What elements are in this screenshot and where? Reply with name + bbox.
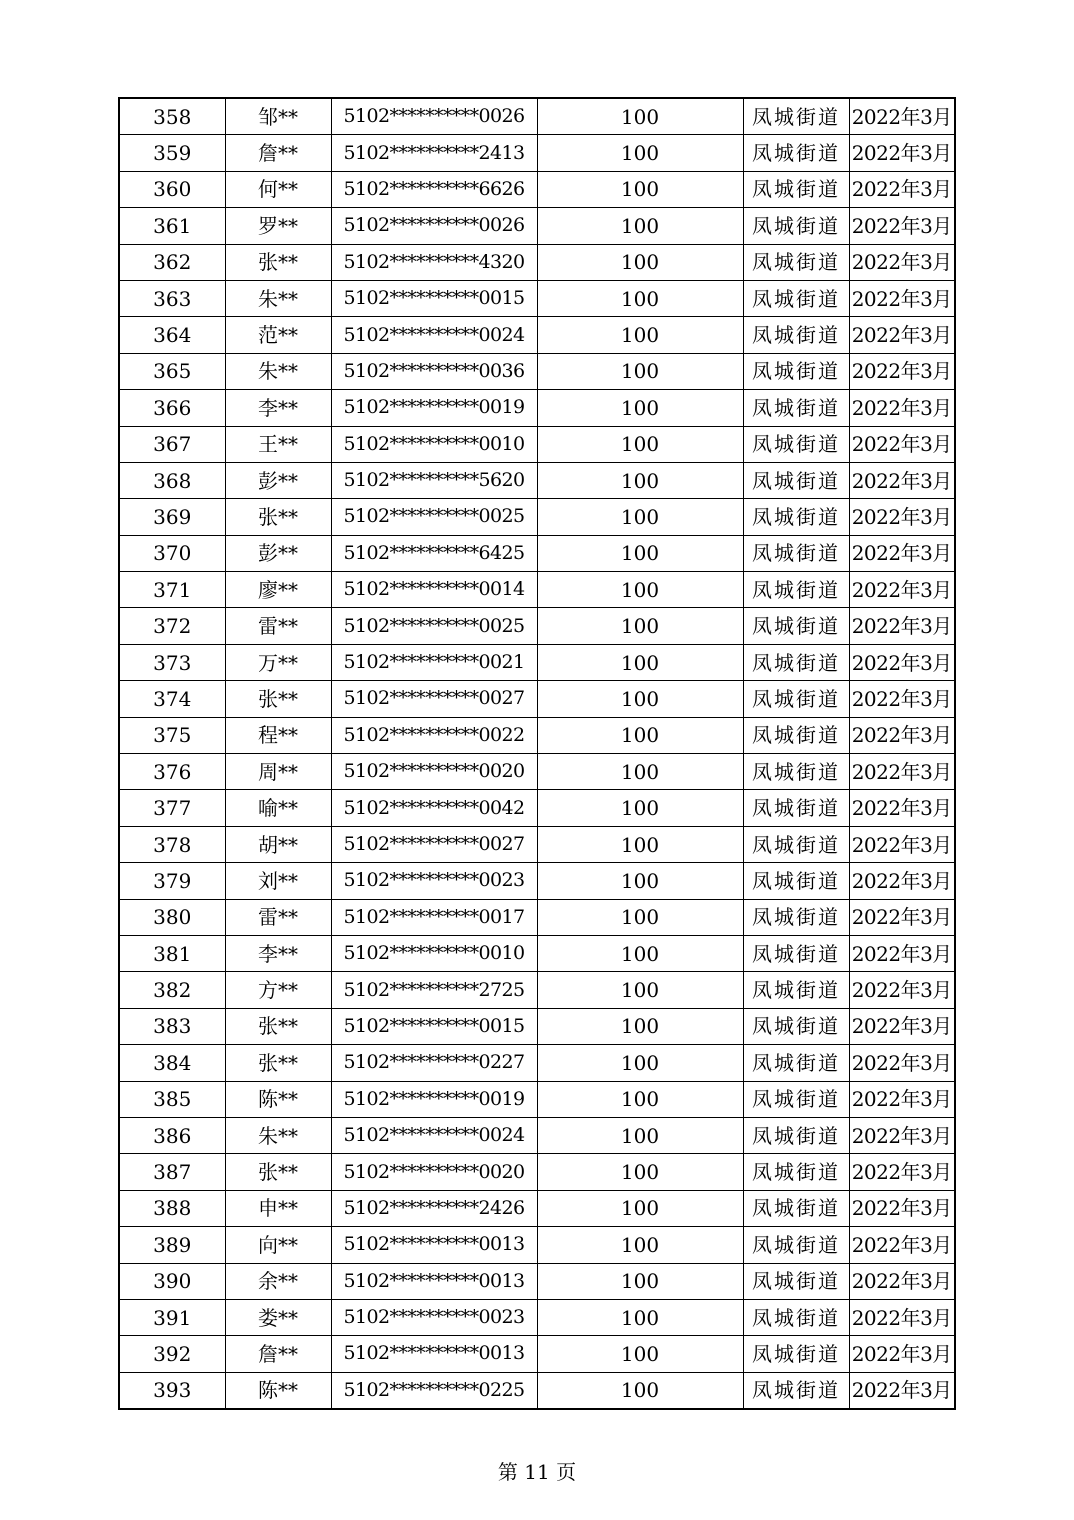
cell-id-number: 5102**********0021 [331,644,537,680]
cell-id-number: 5102**********0022 [331,717,537,753]
cell-street: 凤城街道 [743,390,849,426]
cell-date: 2022年3月 [849,717,955,753]
cell-id-number: 5102**********0042 [331,790,537,826]
table-row [119,754,955,790]
cell-seq-no: 387 [119,1154,225,1190]
cell-name: 胡** [225,826,331,862]
cell-amount: 100 [537,317,743,353]
cell-id-number: 5102**********0026 [331,98,537,135]
cell-name: 陈** [225,1372,331,1409]
cell-street: 凤城街道 [743,1154,849,1190]
table-row [119,1045,955,1081]
cell-seq-no: 361 [119,208,225,244]
cell-street: 凤城街道 [743,863,849,899]
cell-id-number: 5102**********0027 [331,826,537,862]
cell-name: 余** [225,1263,331,1299]
cell-amount: 100 [537,572,743,608]
cell-amount: 100 [537,863,743,899]
table-row [119,135,955,171]
cell-date: 2022年3月 [849,499,955,535]
page-number: 第 11 页 [497,1460,577,1484]
cell-id-number: 5102**********0024 [331,1117,537,1153]
cell-street: 凤城街道 [743,98,849,135]
table-row [119,717,955,753]
cell-street: 凤城街道 [743,1372,849,1409]
cell-date: 2022年3月 [849,572,955,608]
cell-seq-no: 380 [119,899,225,935]
cell-id-number: 5102**********0013 [331,1227,537,1263]
cell-name: 何** [225,171,331,207]
cell-amount: 100 [537,280,743,316]
table-row [119,244,955,280]
cell-seq-no: 390 [119,1263,225,1299]
cell-amount: 100 [537,899,743,935]
cell-id-number: 5102**********0020 [331,754,537,790]
cell-amount: 100 [537,717,743,753]
table-row [119,1263,955,1299]
table-row [119,390,955,426]
cell-seq-no: 381 [119,935,225,971]
cell-seq-no: 384 [119,1045,225,1081]
cell-seq-no: 362 [119,244,225,280]
table-row [119,280,955,316]
table-row [119,426,955,462]
cell-amount: 100 [537,171,743,207]
cell-amount: 100 [537,1008,743,1044]
table-row [119,1008,955,1044]
cell-id-number: 5102**********5620 [331,462,537,498]
cell-date: 2022年3月 [849,1299,955,1335]
cell-street: 凤城街道 [743,1081,849,1117]
table-row [119,826,955,862]
table-row [119,935,955,971]
cell-seq-no: 385 [119,1081,225,1117]
subsidy-table [118,97,956,1410]
cell-seq-no: 392 [119,1336,225,1372]
cell-date: 2022年3月 [849,1372,955,1409]
cell-street: 凤城街道 [743,1190,849,1226]
cell-amount: 100 [537,390,743,426]
cell-seq-no: 372 [119,608,225,644]
cell-amount: 100 [537,462,743,498]
cell-amount: 100 [537,426,743,462]
cell-name: 彭** [225,535,331,571]
cell-seq-no: 358 [119,98,225,135]
cell-street: 凤城街道 [743,244,849,280]
cell-amount: 100 [537,1154,743,1190]
cell-street: 凤城街道 [743,1299,849,1335]
table-row [119,1190,955,1226]
cell-date: 2022年3月 [849,608,955,644]
cell-id-number: 5102**********0020 [331,1154,537,1190]
cell-id-number: 5102**********0036 [331,353,537,389]
cell-seq-no: 369 [119,499,225,535]
table-body [119,98,955,1409]
cell-seq-no: 376 [119,754,225,790]
table-row [119,499,955,535]
cell-amount: 100 [537,353,743,389]
table-row [119,1372,955,1409]
cell-seq-no: 382 [119,972,225,1008]
cell-name: 陈** [225,1081,331,1117]
cell-date: 2022年3月 [849,754,955,790]
cell-street: 凤城街道 [743,171,849,207]
cell-amount: 100 [537,1299,743,1335]
cell-name: 李** [225,390,331,426]
cell-street: 凤城街道 [743,135,849,171]
cell-date: 2022年3月 [849,426,955,462]
cell-name: 万** [225,644,331,680]
cell-seq-no: 378 [119,826,225,862]
cell-id-number: 5102**********0025 [331,499,537,535]
cell-id-number: 5102**********2725 [331,972,537,1008]
cell-id-number: 5102**********0017 [331,899,537,935]
cell-seq-no: 364 [119,317,225,353]
cell-seq-no: 367 [119,426,225,462]
cell-name: 方** [225,972,331,1008]
cell-name: 廖** [225,572,331,608]
cell-amount: 100 [537,644,743,680]
cell-amount: 100 [537,1190,743,1226]
cell-street: 凤城街道 [743,1227,849,1263]
cell-date: 2022年3月 [849,98,955,135]
cell-date: 2022年3月 [849,1154,955,1190]
cell-amount: 100 [537,826,743,862]
cell-street: 凤城街道 [743,1117,849,1153]
cell-date: 2022年3月 [849,1190,955,1226]
cell-id-number: 5102**********0013 [331,1336,537,1372]
cell-id-number: 5102**********0023 [331,863,537,899]
table-row [119,535,955,571]
cell-seq-no: 374 [119,681,225,717]
table-row [119,208,955,244]
table-row [119,681,955,717]
cell-amount: 100 [537,1372,743,1409]
cell-amount: 100 [537,1045,743,1081]
cell-date: 2022年3月 [849,972,955,1008]
cell-amount: 100 [537,608,743,644]
cell-seq-no: 377 [119,790,225,826]
table-row [119,317,955,353]
cell-id-number: 5102**********0027 [331,681,537,717]
cell-name: 张** [225,1008,331,1044]
cell-date: 2022年3月 [849,899,955,935]
cell-name: 朱** [225,280,331,316]
cell-date: 2022年3月 [849,1081,955,1117]
cell-date: 2022年3月 [849,208,955,244]
cell-amount: 100 [537,754,743,790]
cell-amount: 100 [537,135,743,171]
cell-name: 范** [225,317,331,353]
cell-date: 2022年3月 [849,462,955,498]
cell-street: 凤城街道 [743,899,849,935]
cell-street: 凤城街道 [743,208,849,244]
cell-street: 凤城街道 [743,790,849,826]
cell-id-number: 5102**********6425 [331,535,537,571]
cell-name: 彭** [225,462,331,498]
table-row [119,790,955,826]
cell-amount: 100 [537,1081,743,1117]
cell-street: 凤城街道 [743,754,849,790]
cell-date: 2022年3月 [849,826,955,862]
cell-street: 凤城街道 [743,1045,849,1081]
cell-date: 2022年3月 [849,1045,955,1081]
cell-amount: 100 [537,1336,743,1372]
cell-id-number: 5102**********0025 [331,608,537,644]
table-row [119,98,955,135]
cell-amount: 100 [537,972,743,1008]
cell-id-number: 5102**********2413 [331,135,537,171]
cell-seq-no: 368 [119,462,225,498]
cell-id-number: 5102**********0010 [331,426,537,462]
cell-name: 朱** [225,353,331,389]
cell-name: 朱** [225,1117,331,1153]
cell-amount: 100 [537,1227,743,1263]
cell-date: 2022年3月 [849,1008,955,1044]
cell-seq-no: 379 [119,863,225,899]
cell-seq-no: 366 [119,390,225,426]
cell-street: 凤城街道 [743,499,849,535]
cell-date: 2022年3月 [849,644,955,680]
cell-name: 张** [225,499,331,535]
cell-seq-no: 383 [119,1008,225,1044]
cell-seq-no: 363 [119,280,225,316]
table-row [119,1081,955,1117]
cell-date: 2022年3月 [849,171,955,207]
cell-amount: 100 [537,208,743,244]
cell-seq-no: 373 [119,644,225,680]
cell-street: 凤城街道 [743,972,849,1008]
cell-name: 向** [225,1227,331,1263]
cell-name: 李** [225,935,331,971]
cell-seq-no: 375 [119,717,225,753]
table-row [119,1299,955,1335]
table-row [119,353,955,389]
cell-date: 2022年3月 [849,1227,955,1263]
cell-amount: 100 [537,681,743,717]
cell-name: 刘** [225,863,331,899]
cell-seq-no: 365 [119,353,225,389]
cell-street: 凤城街道 [743,353,849,389]
cell-street: 凤城街道 [743,608,849,644]
cell-name: 张** [225,244,331,280]
cell-name: 申** [225,1190,331,1226]
cell-name: 娄** [225,1299,331,1335]
cell-name: 詹** [225,135,331,171]
table-row [119,1117,955,1153]
cell-date: 2022年3月 [849,280,955,316]
cell-street: 凤城街道 [743,462,849,498]
table-row [119,1336,955,1372]
table-row [119,1154,955,1190]
table-row [119,1227,955,1263]
cell-seq-no: 360 [119,171,225,207]
cell-date: 2022年3月 [849,353,955,389]
cell-name: 王** [225,426,331,462]
cell-date: 2022年3月 [849,863,955,899]
table-row [119,972,955,1008]
table-row [119,608,955,644]
table-row [119,863,955,899]
cell-seq-no: 370 [119,535,225,571]
cell-date: 2022年3月 [849,681,955,717]
cell-street: 凤城街道 [743,826,849,862]
cell-date: 2022年3月 [849,535,955,571]
cell-id-number: 5102**********4320 [331,244,537,280]
cell-street: 凤城街道 [743,280,849,316]
cell-id-number: 5102**********0023 [331,1299,537,1335]
cell-amount: 100 [537,244,743,280]
cell-street: 凤城街道 [743,1263,849,1299]
cell-name: 周** [225,754,331,790]
table-row [119,572,955,608]
cell-amount: 100 [537,535,743,571]
cell-id-number: 5102**********0015 [331,280,537,316]
cell-id-number: 5102**********0015 [331,1008,537,1044]
cell-name: 张** [225,1045,331,1081]
cell-id-number: 5102**********0010 [331,935,537,971]
cell-date: 2022年3月 [849,935,955,971]
cell-street: 凤城街道 [743,717,849,753]
cell-id-number: 5102**********0024 [331,317,537,353]
cell-street: 凤城街道 [743,1336,849,1372]
cell-name: 罗** [225,208,331,244]
cell-street: 凤城街道 [743,644,849,680]
cell-street: 凤城街道 [743,935,849,971]
cell-seq-no: 359 [119,135,225,171]
cell-street: 凤城街道 [743,317,849,353]
cell-date: 2022年3月 [849,244,955,280]
cell-amount: 100 [537,499,743,535]
cell-seq-no: 393 [119,1372,225,1409]
cell-id-number: 5102**********0019 [331,1081,537,1117]
cell-date: 2022年3月 [849,135,955,171]
cell-amount: 100 [537,790,743,826]
cell-id-number: 5102**********6626 [331,171,537,207]
cell-amount: 100 [537,98,743,135]
cell-id-number: 5102**********0019 [331,390,537,426]
table-row [119,899,955,935]
cell-amount: 100 [537,1117,743,1153]
cell-id-number: 5102**********0014 [331,572,537,608]
cell-street: 凤城街道 [743,1008,849,1044]
cell-seq-no: 391 [119,1299,225,1335]
cell-date: 2022年3月 [849,1117,955,1153]
cell-id-number: 5102**********0026 [331,208,537,244]
cell-name: 詹** [225,1336,331,1372]
cell-id-number: 5102**********2426 [331,1190,537,1226]
cell-street: 凤城街道 [743,572,849,608]
cell-seq-no: 388 [119,1190,225,1226]
cell-name: 喻** [225,790,331,826]
cell-date: 2022年3月 [849,1336,955,1372]
cell-amount: 100 [537,935,743,971]
cell-id-number: 5102**********0013 [331,1263,537,1299]
table-row [119,644,955,680]
cell-date: 2022年3月 [849,390,955,426]
cell-id-number: 5102**********0227 [331,1045,537,1081]
cell-name: 张** [225,681,331,717]
cell-name: 雷** [225,608,331,644]
cell-id-number: 5102**********0225 [331,1372,537,1409]
cell-date: 2022年3月 [849,317,955,353]
table-row [119,462,955,498]
cell-date: 2022年3月 [849,1263,955,1299]
cell-street: 凤城街道 [743,681,849,717]
cell-street: 凤城街道 [743,426,849,462]
table-row [119,171,955,207]
cell-amount: 100 [537,1263,743,1299]
cell-name: 张** [225,1154,331,1190]
cell-name: 程** [225,717,331,753]
cell-seq-no: 371 [119,572,225,608]
cell-seq-no: 386 [119,1117,225,1153]
cell-name: 邹** [225,98,331,135]
cell-street: 凤城街道 [743,535,849,571]
cell-date: 2022年3月 [849,790,955,826]
cell-seq-no: 389 [119,1227,225,1263]
cell-name: 雷** [225,899,331,935]
